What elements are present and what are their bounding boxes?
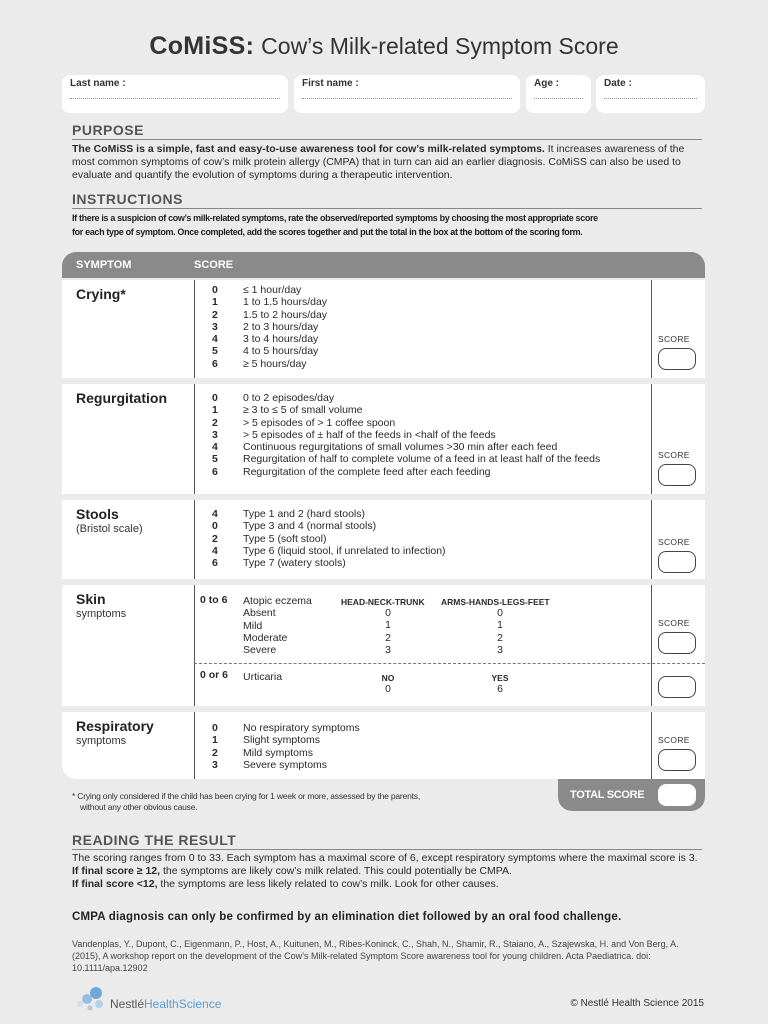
stools-score-label: SCORE bbox=[658, 537, 690, 547]
date-field[interactable] bbox=[596, 75, 705, 113]
regurgitation-score-input[interactable] bbox=[658, 464, 696, 486]
instructions-text: If there is a suspicion of cow’s milk-related symptoms, rate the observed/reported symptoms by choosing the most appropriate score for each type of symptom. Once completed, add the scores together and put the total in the box at the bottom of the scoring form. bbox=[72, 213, 598, 237]
arms-hands-legs-feet-header: ARMS-HANDS-LEGS-FEET bbox=[441, 597, 550, 607]
logo-wordmark: NestléHealthScience bbox=[110, 997, 222, 1011]
crying-score-label: SCORE bbox=[658, 334, 690, 344]
diagnosis-note: CMPA diagnosis can only be confirmed by an elimination diet followed by an oral food challenge. bbox=[72, 911, 622, 923]
total-score-bar bbox=[558, 779, 705, 811]
skin-label: Skin bbox=[76, 591, 106, 607]
regurgitation-score-label: SCORE bbox=[658, 450, 690, 460]
skin-row bbox=[62, 585, 705, 706]
head-neck-trunk-header: HEAD-NECK-TRUNK bbox=[341, 597, 425, 607]
copyright: © Nestlé Health Science 2015 bbox=[570, 998, 704, 1009]
respiratory-descriptions: No respiratory symptoms Slight symptoms Mild symptoms Severe symptoms bbox=[243, 722, 360, 771]
respiratory-row bbox=[62, 712, 705, 779]
skin-urticaria-range: 0 or 6 bbox=[200, 669, 229, 681]
skin-sublabel: symptoms bbox=[76, 608, 127, 620]
last-name-field[interactable] bbox=[62, 75, 288, 113]
urticaria-yes-header: YES bbox=[491, 673, 509, 683]
eczema-score-input[interactable] bbox=[658, 632, 696, 654]
page-title: CoMiSS: Cow’s Milk-related Symptom Score bbox=[149, 32, 619, 60]
urticaria-label: Urticaria bbox=[243, 671, 283, 683]
stools-descriptions: Type 1 and 2 (hard stools) Type 3 and 4 (normal stools) Type 5 (soft stool) Type 6 (liquid stool, if unrelated to infection) Type 7 (watery stools) bbox=[243, 508, 446, 570]
crying-footnote: * Crying only considered if the child has been crying for 1 week or more, assessed by the parents, without any other obvious cause. bbox=[72, 791, 420, 812]
respiratory-sublabel: symptoms bbox=[76, 735, 127, 747]
reading-heading: READING THE RESULT bbox=[72, 832, 702, 850]
respiratory-score-input[interactable] bbox=[658, 749, 696, 771]
stools-score-input[interactable] bbox=[658, 551, 696, 573]
crying-row bbox=[62, 280, 705, 378]
crying-label: Crying* bbox=[76, 286, 126, 302]
skin-eczema-levels: Atopic eczema Absent Mild Moderate Severe bbox=[243, 595, 312, 657]
purpose-heading: PURPOSE bbox=[72, 122, 702, 140]
stools-scores: 4 0 2 4 6 bbox=[212, 508, 218, 570]
table-header bbox=[62, 252, 705, 278]
total-score-label: TOTAL SCORE bbox=[570, 789, 645, 801]
total-score-input[interactable] bbox=[658, 784, 696, 806]
regurgitation-label: Regurgitation bbox=[76, 390, 167, 406]
regurgitation-row bbox=[62, 384, 705, 494]
age-field[interactable] bbox=[526, 75, 591, 113]
instructions-heading: INSTRUCTIONS bbox=[72, 191, 702, 209]
age-label: Age : bbox=[534, 78, 559, 89]
eczema-score-label: SCORE bbox=[658, 618, 690, 628]
first-name-label: First name : bbox=[302, 78, 359, 89]
date-label: Date : bbox=[604, 78, 632, 89]
symptom-column-header: SYMPTOM bbox=[76, 259, 132, 271]
reading-text: The scoring ranges from 0 to 33. Each symptom has a maximal score of 6, except respiratory symptoms where the maximal score is 3. If final score ≥ 12, the symptoms are likely cow’s milk related. This could potentially be CMPA. If final score <12, the symptoms are less likely related to cow’s milk. Look for other causes. bbox=[72, 852, 698, 890]
crying-scores: 0 1 2 3 4 5 6 bbox=[212, 284, 218, 370]
urticaria-no-score: 0 bbox=[385, 683, 391, 695]
urticaria-score-input[interactable] bbox=[658, 676, 696, 698]
stools-label: Stools bbox=[76, 506, 119, 522]
crying-score-input[interactable] bbox=[658, 348, 696, 370]
score-column-header: SCORE bbox=[194, 259, 234, 271]
respiratory-label: Respiratory bbox=[76, 718, 154, 734]
first-name-field[interactable] bbox=[294, 75, 520, 113]
urticaria-no-header: NO bbox=[381, 673, 395, 683]
arms-hands-legs-feet-scores: 0 1 2 3 bbox=[497, 607, 503, 656]
stools-row bbox=[62, 500, 705, 579]
respiratory-scores: 0 1 2 3 bbox=[212, 722, 218, 771]
respiratory-score-label: SCORE bbox=[658, 735, 690, 745]
nestle-health-science-logo-icon bbox=[74, 985, 108, 1013]
urticaria-yes-score: 6 bbox=[497, 683, 503, 695]
purpose-text: The CoMiSS is a simple, fast and easy-to-use awareness tool for cow’s milk-related symptoms. It increases awareness of the most common symptoms of cow’s milk protein allergy (CMPA) that in turn can aid an earlier diagnosis. CoMiSS can also be used to evaluate and quantify the evolution of symptoms during a therapeutic intervention. bbox=[72, 143, 685, 181]
stools-sublabel: (Bristol scale) bbox=[76, 523, 143, 535]
regurgitation-scores: 0 1 2 3 4 5 6 bbox=[212, 392, 218, 478]
crying-descriptions: ≤ 1 hour/day 1 to 1.5 hours/day 1.5 to 2 hours/day 2 to 3 hours/day 3 to 4 hours/day 4 to 5 hours/day ≥ 5 hours/day bbox=[243, 284, 328, 370]
reference-citation: Vandenplas, Y., Dupont, C., Eigenmann, P., Host, A., Kuitunen, M., Ribes-Koninck, C., Shah, N., Shamir, R., Staiano, A., Szajewska, H. and Von Berg, A. (2015), A workshop report on the development of the Cow’s Milk-related Symptom Score awareness tool for young children. Acta Paediatrica. doi: 10.1111/apa.12902 bbox=[72, 939, 679, 973]
head-neck-trunk-scores: 0 1 2 3 bbox=[385, 607, 391, 656]
skin-eczema-range: 0 to 6 bbox=[200, 594, 228, 606]
last-name-label: Last name : bbox=[70, 78, 126, 89]
regurgitation-descriptions: 0 to 2 episodes/day ≥ 3 to ≤ 5 of small volume > 5 episodes of > 1 coffee spoon > 5 episodes of ± half of the feeds in <half of the feeds Continuous regurgitations of small volumes >30 min after each feed Regurgitation of half to complete volume of a feed in at least half of the feeds Regurgitation of the complete feed after each feeding bbox=[243, 392, 601, 478]
